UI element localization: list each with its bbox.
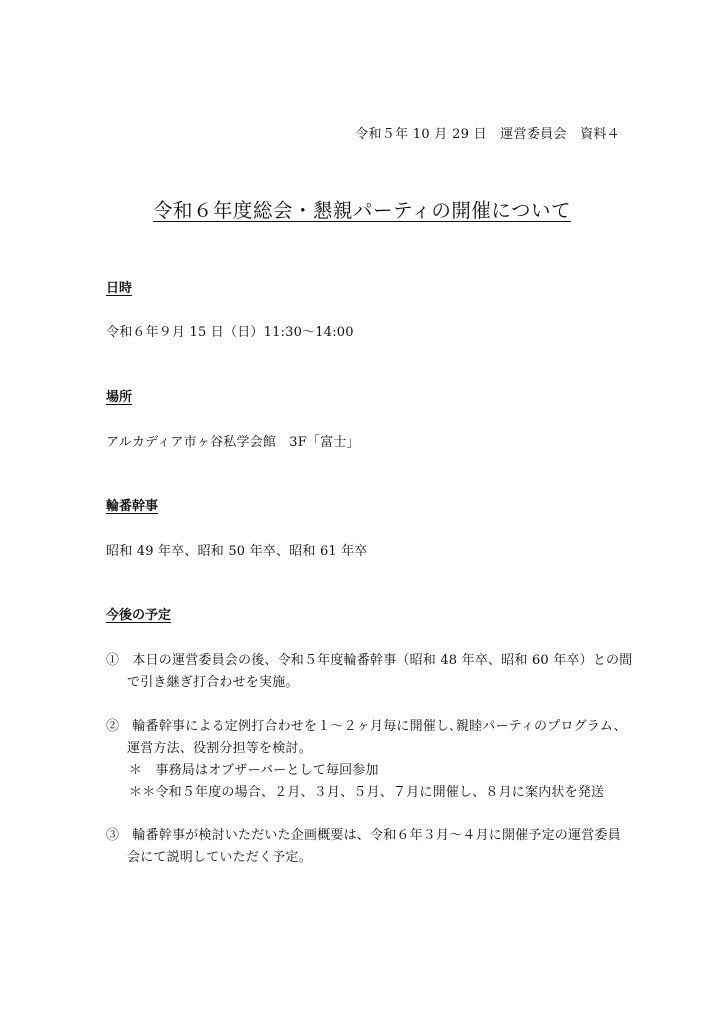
document-reference-line: 令和５年 10 月 29 日 運営委員会 資料４ bbox=[355, 127, 620, 142]
datetime-heading: 日時 bbox=[106, 281, 133, 296]
schedule-item-3-line1: ③ 輪番幹事が検討いただいた企画概要は、令和６年３月〜４月に開催予定の運営委員 bbox=[106, 828, 621, 843]
venue-text: アルカディア市ヶ谷私学会館 3F「富士」 bbox=[106, 435, 360, 450]
hosts-heading: 輪番幹事 bbox=[106, 499, 159, 514]
schedule-item-3-line2: 会にて説明していただく予定。 bbox=[127, 850, 312, 865]
venue-heading: 場所 bbox=[106, 390, 133, 405]
schedule-item-1-line1: ① 本日の運営委員会の後、令和５年度輪番幹事（昭和 48 年卒、昭和 60 年卒）との間 bbox=[106, 653, 633, 668]
hosts-text: 昭和 49 年卒、昭和 50 年卒、昭和 61 年卒 bbox=[106, 544, 368, 559]
schedule-item-1-line2: で引き継ぎ打合わせを実施。 bbox=[127, 675, 299, 690]
schedule-item-2-note1: ＊ 事務局はオブザーバーとして毎回参加 bbox=[129, 763, 379, 778]
datetime-text: 令和６年９月 15 日（日）11:30〜14:00 bbox=[106, 325, 354, 340]
schedule-item-2-note2: ＊＊令和５年度の場合、２月、３月、５月、７月に開催し、８月に案内状を発送 bbox=[129, 785, 605, 800]
schedule-heading: 今後の予定 bbox=[106, 608, 172, 623]
document-title bbox=[0, 195, 724, 223]
schedule-item-2-line1: ② 輪番幹事による定例打合わせを１〜２ヶ月毎に開催し､親睦パーティのプログラム、 bbox=[106, 719, 627, 734]
schedule-item-2-line2: 運営方法、役割分担等を検討。 bbox=[127, 741, 312, 756]
document-title-text: 令和６年度総会・懇親パーティの開催について bbox=[152, 199, 572, 222]
